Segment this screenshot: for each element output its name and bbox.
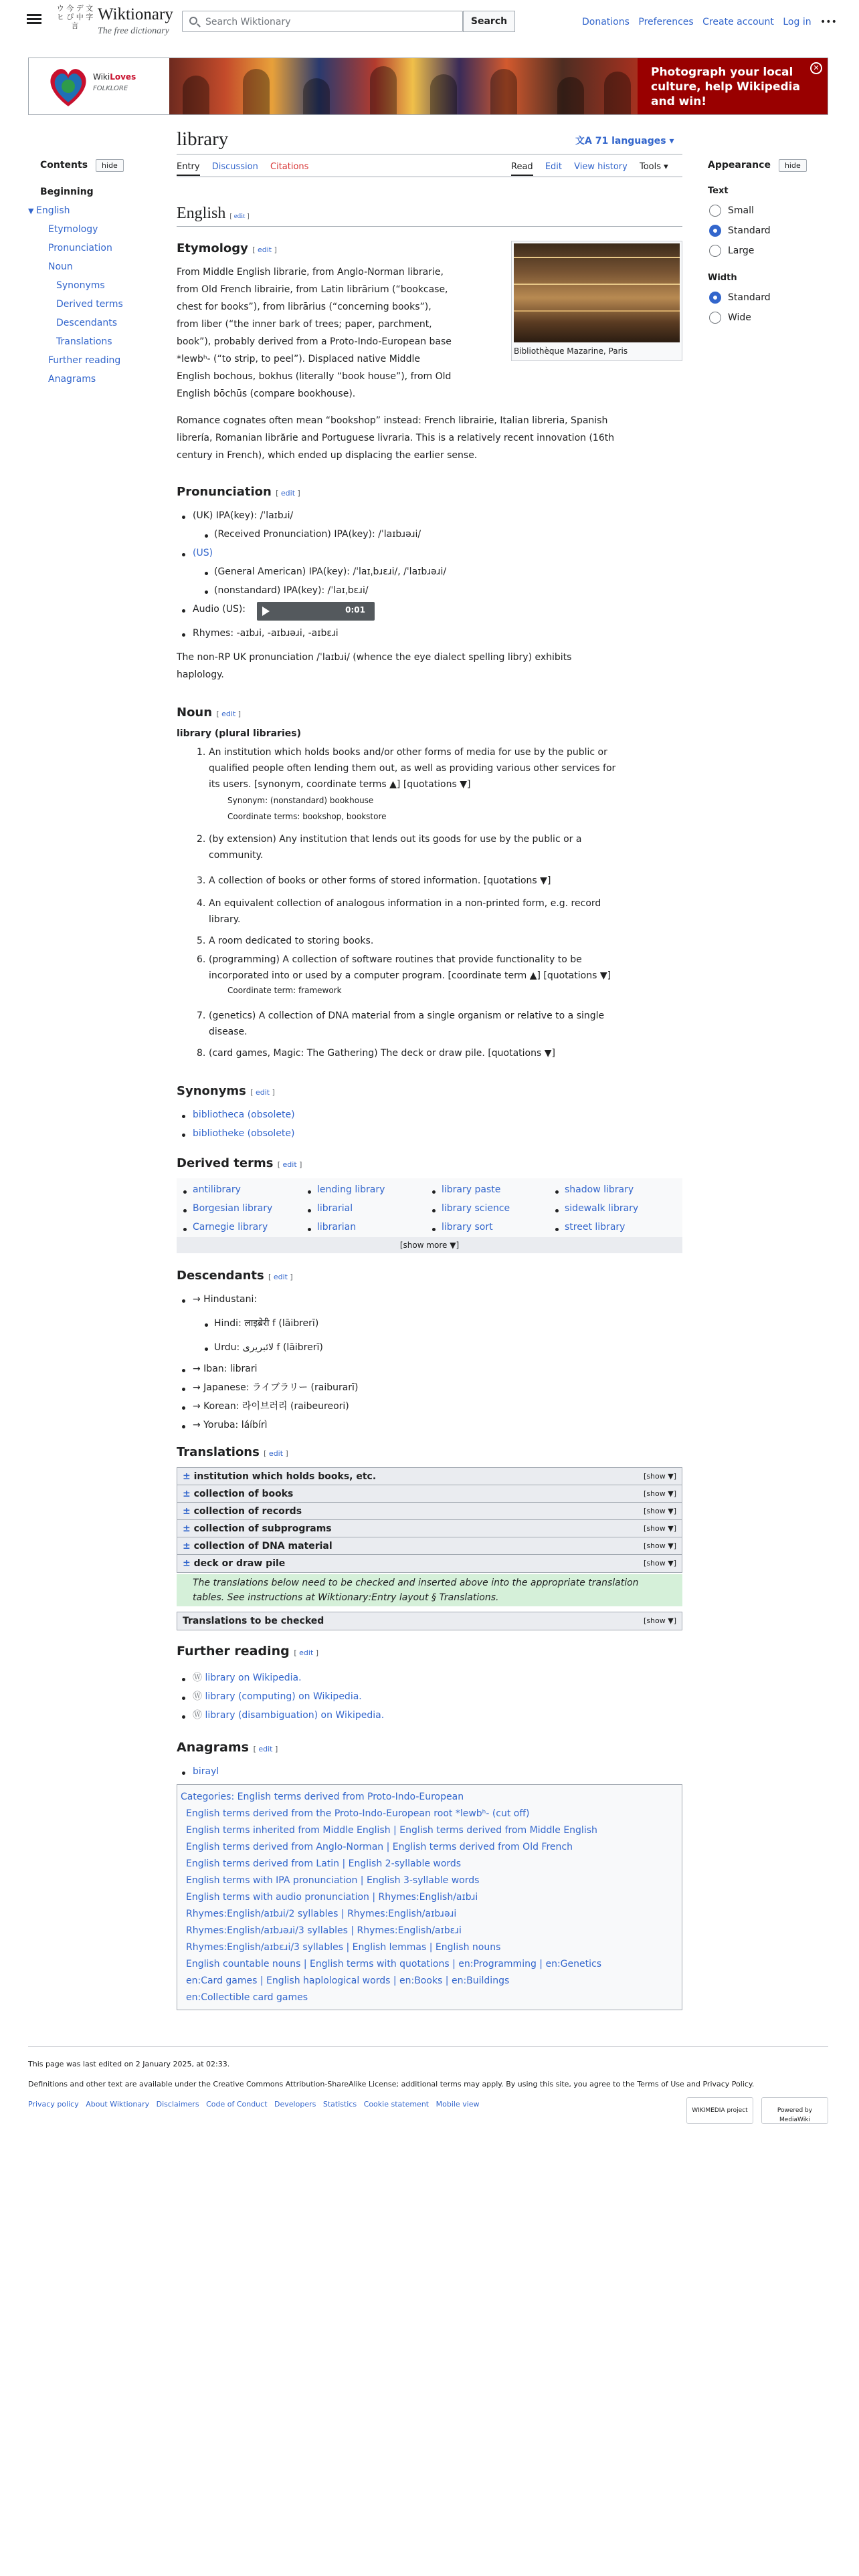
derived-term[interactable]: library sort xyxy=(442,1222,493,1232)
wiki-loves-folklore-logo: WikiLoves FOLKLORE xyxy=(45,62,125,112)
category-line[interactable]: English terms inherited from Middle English | English terms derived from Middle English xyxy=(186,1825,597,1836)
derived-term[interactable]: lending library xyxy=(317,1184,385,1195)
tab-discussion[interactable]: Discussion xyxy=(211,162,258,172)
category-line[interactable]: Rhymes:English/aɪbɛɹi/3 syllables | English lemmas | English nouns xyxy=(186,1942,501,1953)
descendant-item: Hindi: लाइब्रेरी f (lāibrerī) xyxy=(214,1318,319,1329)
translations-notice: The translations below need to be checked and inserted above into the appropriate translation tables. See instructions at Wiktionary:Entry layout § Translations. xyxy=(177,1574,682,1606)
etymology-text: From Middle English librarie, from Anglo-Norman librarie, xyxy=(177,267,444,278)
more-options-icon[interactable]: ••• xyxy=(820,17,837,27)
headword: library (plural libraries) xyxy=(177,728,301,739)
license-text: Definitions and other text are available under the Creative Commons Attribution-ShareAlike License; additional terms may apply. By using this site, you agree to the Terms of Use and Privacy Policy. xyxy=(28,2080,755,2088)
definition-line: A collection of books or other forms of stored information. [quotations ▼] xyxy=(209,875,551,886)
last-edited: This page was last edited on 2 January 2025, at 02:33. xyxy=(28,2060,230,2068)
etymology-text: English bōchūs (compare bookhouse). xyxy=(177,389,356,399)
definition-line: An institution which holds books and/or other forms of media for use by the public or xyxy=(209,747,607,758)
definition-line: disease. xyxy=(209,1027,248,1037)
definition-line: (programming) A collection of software routines that provide functionality to be xyxy=(209,954,582,965)
language-selector[interactable]: 文A 71 languages ▾ xyxy=(575,136,674,146)
definition-number: 7. xyxy=(197,1010,206,1021)
definition-number: 5. xyxy=(197,936,206,946)
definition-number: 1. xyxy=(197,747,206,758)
campaign-banner[interactable] xyxy=(28,58,828,115)
category-line[interactable]: Categories: English terms derived from Proto-Indo-European xyxy=(181,1792,464,1802)
rhymes: Rhymes: -aɪbɹi, -aɪbɹəɹi, -aɪbɛɹi xyxy=(193,628,339,639)
width-standard-label: Standard xyxy=(728,292,771,303)
descendant-item: → Japanese: ライブラリー (raiburarī) xyxy=(193,1382,359,1393)
definition-line: Coordinate term: framework xyxy=(227,986,342,995)
audio-label: Audio (US): xyxy=(193,604,246,615)
translate-icon: 文A xyxy=(575,136,595,146)
translation-box[interactable]: ± collection of books [show ▼] xyxy=(177,1485,682,1503)
further-reading-item: Ⓦ library (disambiguation) on Wikipedia. xyxy=(193,1710,385,1721)
translation-box[interactable]: ± collection of records [show ▼] xyxy=(177,1502,682,1521)
etymology-paragraph: century in French), which ended up displacing the earlier sense. xyxy=(177,450,478,461)
personal-tools xyxy=(582,15,843,29)
image-caption: Bibliothèque Mazarine, Paris xyxy=(514,346,628,356)
derived-term[interactable]: shadow library xyxy=(565,1184,634,1195)
category-line[interactable]: Rhymes:English/aɪbɹi/2 syllables | Rhymes:English/aɪbɹəɹi xyxy=(186,1909,457,1919)
definition-line: incorporated into or used by a computer program. [coordinate term ▲] [quotations ▼] xyxy=(209,970,611,981)
descendants-heading: Descendants [ edit ] xyxy=(177,1269,293,1283)
anagram-item[interactable]: birayl xyxy=(193,1766,219,1777)
width-label: Width xyxy=(708,273,737,283)
toc-item-translations[interactable]: Translations xyxy=(56,336,112,347)
definition-number: 2. xyxy=(197,834,206,845)
definition-line: library. xyxy=(209,914,241,925)
further-reading-heading: Further reading [ edit ] xyxy=(177,1644,319,1658)
toc-item-synonyms[interactable]: Synonyms xyxy=(56,280,105,291)
pron-rp: (Received Pronunciation) IPA(key): /ˈlaɪbɹəɹi/ xyxy=(214,529,421,540)
width-wide-label: Wide xyxy=(728,312,751,323)
toc-item-pronunciation[interactable]: Pronunciation xyxy=(48,243,112,253)
play-icon[interactable] xyxy=(262,607,270,616)
anagrams-heading: Anagrams [ edit ] xyxy=(177,1740,278,1755)
definition-line: (card games, Magic: The Gathering) The deck or draw pile. [quotations ▼] xyxy=(209,1048,555,1059)
definition-line: Coordinate terms: bookshop, bookstore xyxy=(227,812,387,821)
etymology-image-box xyxy=(511,241,682,361)
search-button[interactable]: Search xyxy=(463,11,515,32)
wikimedia-badge[interactable]: WIKIMEDIA project xyxy=(686,2097,753,2124)
derived-term[interactable]: library science xyxy=(442,1203,510,1214)
translations-heading: Translations [ edit ] xyxy=(177,1445,288,1459)
main-menu-icon[interactable] xyxy=(27,12,41,27)
text-large-label: Large xyxy=(728,245,755,256)
translations-to-check[interactable]: Translations to be checked [show ▼] xyxy=(177,1612,682,1630)
audio-player[interactable]: 0:01 xyxy=(257,602,375,621)
definition-number: 4. xyxy=(197,898,206,909)
preferences-link[interactable]: Preferences xyxy=(638,17,694,27)
synonyms-heading: Synonyms [ edit ] xyxy=(177,1084,275,1098)
definition-number: 6. xyxy=(197,954,206,965)
pronunciation-heading: Pronunciation [ edit ] xyxy=(177,485,300,499)
definition-line: (genetics) A collection of DNA material from a single organism or relative to a single xyxy=(209,1010,605,1021)
width-wide-radio[interactable] xyxy=(709,312,721,324)
wikipedia-icon: Ⓦ xyxy=(193,1710,205,1721)
category-line[interactable]: English terms derived from Anglo-Norman | English terms derived from Old French xyxy=(186,1842,573,1852)
pron-ga: (General American) IPA(key): /ˈlaɪˌbɹɛɹi/, /ˈlaɪbɹəɹi/ xyxy=(214,566,447,577)
etymology-paragraph: Romance cognates often mean “bookshop” instead: French librairie, Italian libreria, Spanish xyxy=(177,415,608,426)
appearance-heading: Appearance xyxy=(708,160,771,171)
site-logo[interactable]: ウ 今 デ 文 ヒ ぴ 中 字 言 xyxy=(56,4,94,30)
text-standard-label: Standard xyxy=(728,225,771,236)
tab-view-history[interactable]: View history xyxy=(574,162,628,172)
appearance-hide-button[interactable]: hide xyxy=(779,159,807,172)
etymology-text: chest for books”), from librārius (“concerning books”), xyxy=(177,302,432,312)
page-title: library xyxy=(177,128,229,150)
etymology-text: *lewbʰ- (“to strip, to peel”). Displaced native Middle xyxy=(177,354,420,364)
show-more-button[interactable]: [show more ▼] xyxy=(177,1237,682,1253)
log-in-link[interactable]: Log in xyxy=(783,17,812,27)
synonym-item[interactable]: bibliotheca (obsolete) xyxy=(193,1109,295,1120)
tab-edit[interactable]: Edit xyxy=(545,162,562,172)
tab-citations[interactable]: Citations xyxy=(270,162,309,172)
definition-number: 3. xyxy=(197,875,206,886)
definition-line: An equivalent collection of analogous information in a non-printed form, e.g. record xyxy=(209,898,601,909)
definition-line: community. xyxy=(209,850,264,861)
derived-term[interactable]: sidewalk library xyxy=(565,1203,639,1214)
etymology-text: English bochous, bokhus (literally “book house”), from Old xyxy=(177,371,452,382)
definition-number: 8. xyxy=(197,1048,206,1059)
further-reading-item: Ⓦ library (computing) on Wikipedia. xyxy=(193,1691,362,1702)
etymology-text: book”), probably derived from a Proto-Indo-European base xyxy=(177,336,452,347)
site-tagline: The free dictionary xyxy=(98,26,169,36)
mediawiki-badge[interactable]: Powered by MediaWiki xyxy=(761,2097,828,2124)
edit-link[interactable]: edit xyxy=(233,212,246,220)
toc-item-descendants[interactable]: Descendants xyxy=(56,318,117,328)
donations-link[interactable]: Donations xyxy=(582,17,630,27)
category-line[interactable]: English terms derived from the Proto-Indo-European root *lewbʰ- (cut off) xyxy=(186,1808,530,1819)
category-line[interactable]: English terms with audio pronunciation | Rhymes:English/aɪbɹi xyxy=(186,1892,478,1903)
toc-item-english[interactable]: ▼ English xyxy=(28,205,70,216)
wikipedia-icon: Ⓦ xyxy=(193,1673,205,1683)
derived-term[interactable]: librarian xyxy=(317,1222,357,1232)
noun-heading: Noun [ edit ] xyxy=(177,706,242,720)
etymology-text: from Old French librairie, from Latin librārium (“bookcase, xyxy=(177,284,448,295)
translation-box[interactable]: ± collection of subprograms [show ▼] xyxy=(177,1519,682,1538)
toc-hide-button[interactable]: hide xyxy=(96,159,124,172)
derived-terms-heading: Derived terms [ edit ] xyxy=(177,1156,302,1170)
descendant-item: → Korean: 라이브러리 (raibeureori) xyxy=(193,1401,349,1412)
wikipedia-icon: Ⓦ xyxy=(193,1691,205,1702)
descendant-item: → Hindustani: xyxy=(193,1294,258,1305)
language-heading-english: English [ edit ] xyxy=(177,205,250,222)
pron-nonstandard: (nonstandard) IPA(key): /ˈlaɪˌbɛɹi/ xyxy=(214,585,369,596)
translation-box[interactable]: ± deck or draw pile [show ▼] xyxy=(177,1554,682,1573)
toc-item-further-reading[interactable]: Further reading xyxy=(48,355,121,366)
toc-item-etymology[interactable]: Etymology xyxy=(48,224,98,235)
text-standard-radio[interactable] xyxy=(709,225,721,237)
category-line[interactable]: English terms with IPA pronunciation | English 3-syllable words xyxy=(186,1875,480,1886)
category-line[interactable]: English terms derived from Latin | English 2-syllable words xyxy=(186,1858,462,1869)
search-icon xyxy=(189,17,197,25)
pron-note: haplology. xyxy=(177,669,224,680)
derived-term[interactable]: Carnegie library xyxy=(193,1222,268,1232)
translation-box[interactable]: ± collection of DNA material [show ▼] xyxy=(177,1537,682,1555)
tab-read[interactable]: Read xyxy=(511,162,533,176)
category-line[interactable]: English countable nouns | English terms with quotations | en:Programming | en:Genetics xyxy=(186,1959,601,1969)
descendant-item: → Iban: librari xyxy=(193,1364,258,1374)
derived-term[interactable]: library paste xyxy=(442,1184,501,1195)
tools-menu[interactable]: Tools ▾ xyxy=(639,162,668,172)
pron-uk: (UK) IPA(key): /ˈlaɪbɹi/ xyxy=(193,510,294,521)
translation-box[interactable]: ± institution which holds books, etc. [show ▼] xyxy=(177,1467,682,1486)
text-large-radio[interactable] xyxy=(709,245,721,257)
descendant-item: → Yoruba: láíbírì xyxy=(193,1420,268,1430)
search-input[interactable]: Search Wiktionary xyxy=(182,11,463,32)
banner-message[interactable]: Photograph your local culture, help Wikipedia and win! xyxy=(638,58,828,115)
definition-line: A room dedicated to storing books. xyxy=(209,936,374,946)
definition-line: its users. [synonym, coordinate terms ▲] [quotations ▼] xyxy=(209,779,471,790)
etymology-paragraph: librería, Romanian librărie and Portuguese livraria. This is a relatively recent innovation (16th xyxy=(177,433,615,443)
descendant-item: Urdu: لائبریری f (lāibrerī) xyxy=(214,1342,323,1353)
category-line[interactable]: en:Collectible card games xyxy=(186,1992,308,2003)
derived-term[interactable]: street library xyxy=(565,1222,626,1232)
toc-item-anagrams[interactable]: Anagrams xyxy=(48,374,96,385)
further-reading-item: Ⓦ library on Wikipedia. xyxy=(193,1673,302,1683)
etymology-heading: Etymology [ edit ] xyxy=(177,241,277,255)
text-small-radio[interactable] xyxy=(709,205,721,217)
synonym-item[interactable]: bibliotheke (obsolete) xyxy=(193,1128,295,1139)
pron-us[interactable]: (US) xyxy=(193,548,213,558)
banner-photo xyxy=(169,58,638,115)
derived-term[interactable]: librarial xyxy=(317,1203,353,1214)
pron-note: The non-RP UK pronunciation /ˈlaɪbɹi/ (whence the eye dialect spelling libry) exhibits xyxy=(177,652,572,663)
toc-heading: Contents xyxy=(40,160,88,171)
toc-item-beginning[interactable]: Beginning xyxy=(40,187,94,197)
category-line[interactable]: Rhymes:English/aɪbɹəɹi/3 syllables | Rhymes:English/aɪbɛɹi xyxy=(186,1925,462,1936)
close-icon[interactable]: ✕ xyxy=(810,62,822,74)
etymology-text: from liber (“the inner bark of trees; paper, parchment, xyxy=(177,319,432,330)
definition-line: Synonym: (nonstandard) bookhouse xyxy=(227,796,374,805)
definition-line: (by extension) Any institution that lends out its goods for use by the public or a xyxy=(209,834,582,845)
tab-entry[interactable]: Entry xyxy=(177,162,200,176)
width-standard-radio[interactable] xyxy=(709,292,721,304)
site-header xyxy=(0,0,859,44)
footer-links: Privacy policy About Wiktionary Disclaimers Code of Conduct Developers Statistics Cookie statement Mobile view xyxy=(28,2100,480,2109)
library-photo[interactable] xyxy=(514,243,680,342)
text-small-label: Small xyxy=(728,205,754,216)
site-name[interactable]: Wiktionary xyxy=(98,5,173,23)
derived-term[interactable]: Borgesian library xyxy=(193,1203,273,1214)
text-size-label: Text xyxy=(708,186,729,196)
definition-line: qualified people often lending them out, as well as providing various other services for xyxy=(209,763,616,774)
toc-item-noun[interactable]: Noun xyxy=(48,261,73,272)
category-line[interactable]: en:Card games | English haplological words | en:Books | en:Buildings xyxy=(186,1975,510,1986)
create-account-link[interactable]: Create account xyxy=(702,17,774,27)
derived-term[interactable]: antilibrary xyxy=(193,1184,241,1195)
toc-item-derived-terms[interactable]: Derived terms xyxy=(56,299,123,310)
